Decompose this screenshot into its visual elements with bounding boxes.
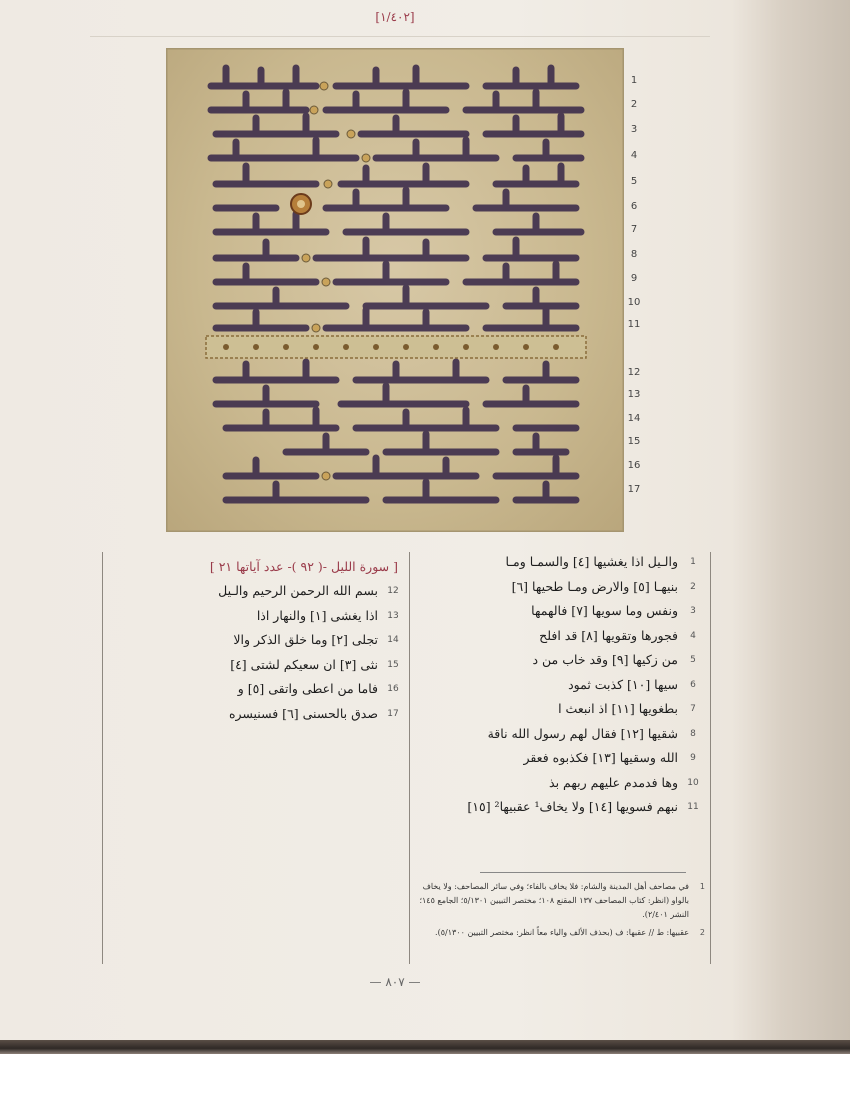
transcription-line [105,604,400,629]
footnotes [415,880,705,940]
footnote-number: 2 [699,928,705,937]
line-number: 11 [687,802,699,812]
line-number: 14 [627,413,641,424]
transcription-line [105,653,400,678]
line-text: بسم الله الرحمن الرحيم والـيل [218,583,378,598]
footnote [415,880,705,922]
line-number: 4 [630,150,638,161]
line-number: 5 [630,176,638,187]
line-number: 10 [627,297,641,308]
line-number: 13 [627,389,641,400]
transcription-line [422,746,700,771]
line-number: 10 [687,777,699,788]
line-text: من زكيها [٩] وقد خاب من د [532,652,678,667]
footnote [415,926,705,940]
line-text: نبهم فسويها [١٤] ولا يخاف¹ عقبيها² [١٥] [467,799,678,814]
line-text: نثى [٣] ان سعيكم لشتى [٤] [230,656,378,672]
transcription-left-column [105,555,400,726]
line-text: ونفس وما سويها [٧] فالهمها [531,603,678,618]
transcription-right-column [422,550,700,820]
transcription-line [105,677,400,702]
line-number: 4 [690,630,696,641]
line-number: 12 [627,367,641,378]
transcription-line [105,628,400,653]
transcription-line [105,702,400,727]
transcription-line [422,599,700,624]
line-number: 14 [387,635,399,645]
line-text: صدق بالحسنى [٦] فسنيسره [228,705,378,721]
line-number: 1 [690,557,696,567]
line-number: 12 [387,586,399,596]
line-text: وها فدمدم عليهم ربهم بذ [549,774,678,790]
line-number: 15 [387,659,399,670]
line-number: 7 [690,704,696,714]
page-reference: [١/٤٠٢] [375,10,415,24]
sura-title: [ سورة الليل -( ٩٢ )- عدد آياتها ٢١ ] [209,559,398,574]
line-number: 13 [387,610,399,621]
line-text: شقيها [١٢] فقال لهم رسول الله ناقة [487,725,678,741]
line-number: 2 [630,99,638,110]
line-text: تجلى [٢] وما خلق الذكر والا [233,632,378,647]
line-number: 17 [387,708,399,719]
left-column-rule [102,552,103,964]
line-number: 15 [627,436,641,447]
transcription-line [422,648,700,673]
kufic-script-drawing [166,48,624,532]
line-text: فاما من اعطى واتقى [٥] و [237,681,378,696]
line-text: سيها [١٠] كذبت ثمود [568,676,678,692]
line-number: 9 [690,753,696,763]
line-number: 5 [690,655,696,665]
line-number: 6 [630,201,638,212]
transcription-line [422,722,700,747]
line-number: 11 [627,319,641,330]
line-number: 2 [690,581,696,592]
transcription-line [422,795,700,820]
line-number: 17 [627,484,641,495]
line-number: 8 [630,249,638,260]
footnote-number: 1 [699,882,705,891]
page-number: — ٨٠٧ — [369,975,421,989]
header-rule [90,36,710,37]
line-text: بنيهـا [٥] والارض ومـا طحيها [٦] [511,578,678,594]
transcription-line [422,624,700,649]
transcription-line [422,771,700,796]
footnote-text: عقبيها: ط // عقبها: ف (بحذف الألف والياء معاً انظر: مختصر التبيين ٥/١٣٠٠). [435,928,689,937]
line-number: 3 [690,606,696,616]
line-text: الله وسقيها [١٣] فكذبوه فعقر [523,750,678,765]
line-number: 8 [690,728,696,739]
line-text: اذا يغشى [١] والنهار اذا [256,607,378,623]
transcription-line [422,673,700,698]
transcription-line [422,575,700,600]
book-edge [0,1040,850,1054]
line-text: بطغويها [١١] اذ انبعث ا [558,701,678,716]
line-number: 7 [630,224,638,235]
line-number: 16 [387,684,399,694]
footnote-text: في مصاحف أهل المدينة والشام: فلا يخاف بالفاء؛ وفي سائر المصاحف: ولا يخاف بالواو (انظر: كتاب المصاحف ١٣٧ المقنع ١٠٨؛ مختصر التبيين ٥/١٣٠١؛ الجامع ١٤٥؛ النشر ٢/٤٠١). [419,882,689,919]
line-text: فجورها وتقويها [٨] قد افلح [539,627,678,643]
column-divider [409,552,410,964]
footnote-rule [480,872,686,873]
line-text: والـيل اذا يغشيها [٤] والسمـا ومـا [505,554,678,569]
transcription-line [422,697,700,722]
line-number: 6 [690,679,696,690]
line-number: 9 [630,273,638,284]
line-number: 1 [630,75,638,86]
line-number: 16 [627,460,641,471]
manuscript-image [166,48,624,532]
right-column-rule [710,552,711,964]
transcription-line [105,579,400,604]
transcription-line [422,550,700,575]
line-number: 3 [630,124,638,135]
